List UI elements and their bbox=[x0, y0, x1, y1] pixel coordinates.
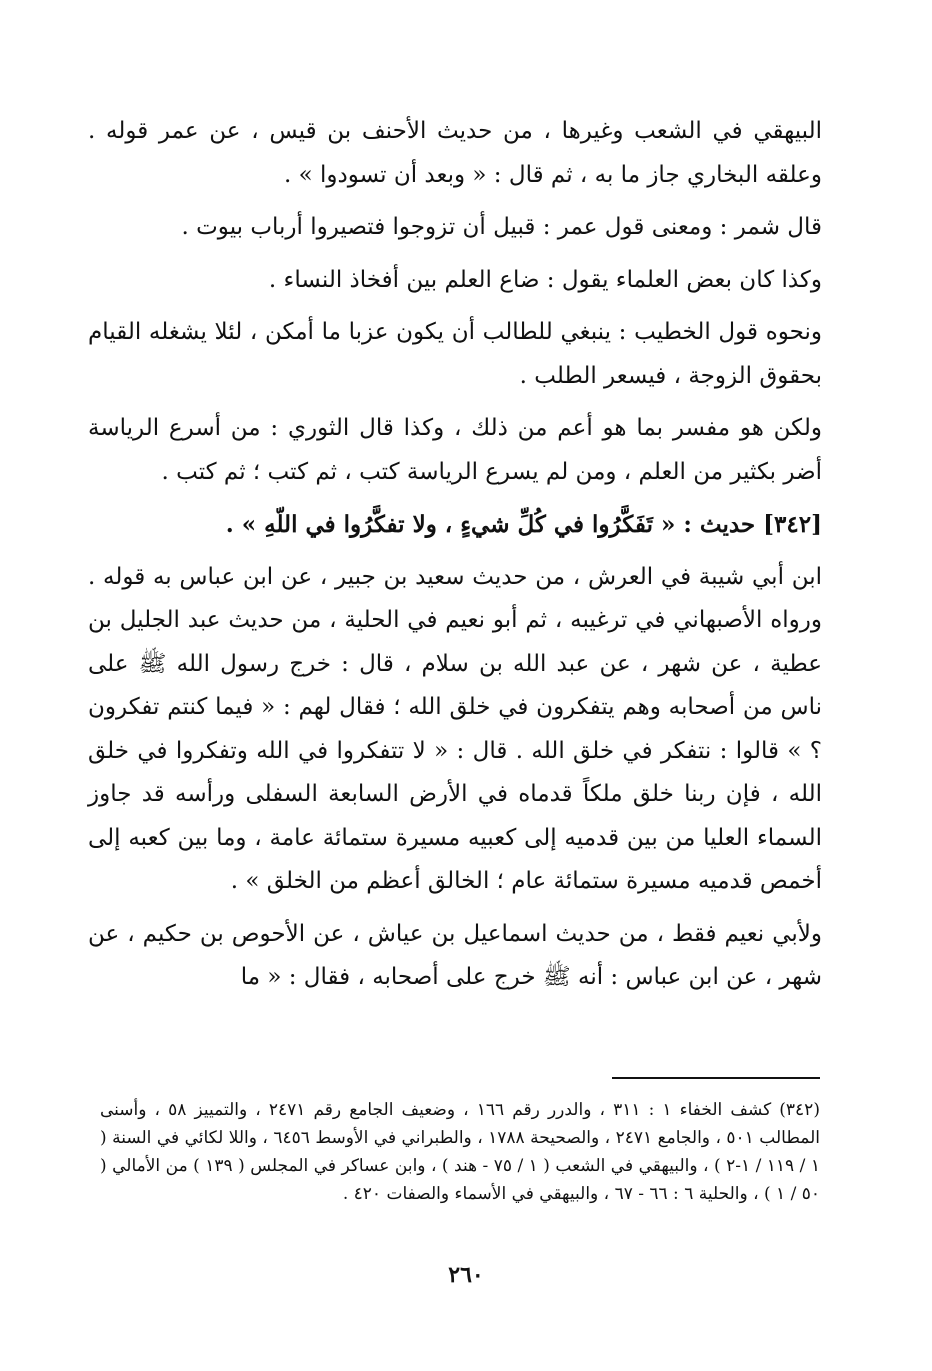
paragraph-7: ولأبي نعيم فقط ، من حديث اسماعيل بن عياش ، عن الأحوص بن حكيم ، عن شهر ، عن ابن عباس : أنه ﷺ خرج على أصحابه ، فقال : « ما bbox=[88, 920, 822, 990]
paragraph-3: وكذا كان بعض العلماء يقول : ضاع العلم بين أفخاذ النساء . bbox=[268, 266, 822, 293]
main-text bbox=[88, 110, 822, 1000]
hadith-number: [٣٤٢] bbox=[763, 511, 822, 538]
footnotes bbox=[100, 1096, 820, 1208]
footnote-separator bbox=[612, 1077, 820, 1079]
paragraph-2: قال شمر : ومعنى قول عمر : قبيل أن تزوجوا فتصيروا أرباب بيوت . bbox=[181, 214, 822, 240]
hadith-heading bbox=[88, 503, 822, 547]
paragraph-6: ابن أبي شيبة في العرش ، من حديث سعيد بن جبير ، عن ابن عباس به قوله . ورواه الأصبهاني في ترغيبه ، ثم أبو نعيم في الحلية ، من حديث عبد الجليل بن عطية ، عن شهر ، عن عبد الله بن سلام ، قال : خرج رسول الله ﷺ على ناس من أصحابه وهم يتفكرون في خلق الله ؛ فقال لهم : « فيما كنتم تفكرون ؟ » قالوا : نتفكر في خلق الله . قال : « لا تتفكروا في الله وتفكروا في خلق الله ، فإن ربنا خلق ملكاً قدماه في الأرض السابعة السفلى ورأسه قد جاوز السماء العليا من بين قدميه إلى كعبيه مسيرة ستمائة عامة ، وما بين كعبه إلى أخمص قدميه مسيرة ستمائة عام ؛ الخالق أعظم من الخلق » . bbox=[88, 563, 822, 894]
paragraph-1: البيهقي في الشعب وغيرها ، من حديث الأحنف بن قيس ، عن عمر قوله . وعلقه البخاري جاز ما به ، ثم قال : « وبعد أن تسودوا » . bbox=[88, 118, 822, 188]
paragraph-4: ونحوه قول الخطيب : ينبغي للطالب أن يكون عزبا ما أمكن ، لئلا يشغله القيام بحقوق الزوجة ، فيسعر الطلب . bbox=[88, 319, 822, 389]
paragraph-5: ولكن هو مفسر بما هو أعم من ذلك ، وكذا قال الثوري : من أسرع الرياسة أضر بكثير من العلم ، ومن لم يسرع الرياسة كتب ، ثم كتب ؛ ثم كتب . bbox=[88, 415, 822, 485]
hadith-text: حديث : « تَفَكَّرُوا في كُلِّ شيءٍ ، ولا تفكَّرُوا في اللّهِ » . bbox=[225, 511, 756, 538]
page-number: ٢٦٠ bbox=[448, 1262, 484, 1288]
footnote-342: (٣٤٢) كشف الخفاء ١ : ٣١١ ، والدرر رقم ١٦٦ ، وضعيف الجامع رقم ٢٤٧١ ، والتمييز ٥٨ ، وأسنى المطالب ٥٠١ ، والجامع ٢٤٧١ ، والصحيحة ١٧٨٨ ، والطبراني في الأوسط ٦٤٥٦ ، واللا لكائي في السنة ( ١ / ١١٩ / ١-٢ ) ، والبيهقي في الشعب ( ١ / ٧٥ - هند ) ، وابن عساكر في المجلس ( ١٣٩ ) من الأمالي ( ٥٠ / ١ ) ، والحلية ٦ : ٦٦ - ٦٧ ، والبيهقي في الأسماء والصفات ٤٢٠ . bbox=[100, 1100, 820, 1204]
